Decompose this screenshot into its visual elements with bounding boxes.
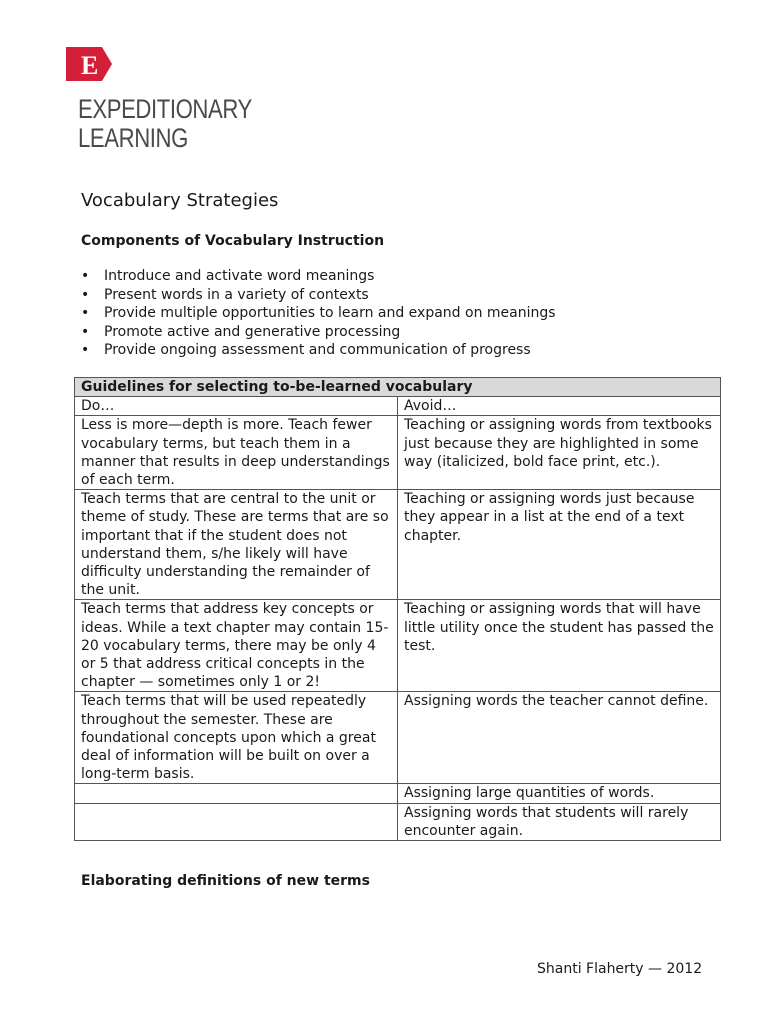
table-row <box>75 784 721 803</box>
avoid-cell: Assigning large quantities of words. <box>398 784 721 803</box>
do-cell: Less is more—depth is more. Teach fewer vocabulary terms, but teach them in a manner that results in deep understandings of each term. <box>75 416 398 490</box>
logo-line-1: EXPEDITIONARY <box>78 94 252 124</box>
table-row <box>75 416 721 490</box>
table-row <box>75 490 721 600</box>
table-header-row <box>75 378 721 397</box>
elaborating-heading: Elaborating definitions of new terms <box>81 873 370 889</box>
logo-mark-letter: E <box>81 51 99 80</box>
page-title: Vocabulary Strategies <box>81 190 279 211</box>
footer-credit: Shanti Flaherty — 2012 <box>537 961 703 977</box>
table-row <box>75 692 721 784</box>
list-item: • Introduce and activate word meanings <box>81 267 556 286</box>
list-item: • Provide ongoing assessment and communication of progress <box>81 341 556 360</box>
table-title: Guidelines for selecting to-be-learned vocabulary <box>75 378 721 397</box>
list-item: • Provide multiple opportunities to learn and expand on meanings <box>81 304 556 323</box>
do-cell <box>75 803 398 840</box>
do-cell <box>75 784 398 803</box>
table-row <box>75 600 721 692</box>
logo-line-2: LEARNING <box>78 123 188 153</box>
avoid-cell: Teaching or assigning words just because they appear in a list at the end of a text chapter. <box>398 490 721 600</box>
components-heading: Components of Vocabulary Instruction <box>81 233 385 249</box>
column-header-do: Do… <box>75 397 398 416</box>
avoid-cell: Teaching or assigning words that will have little utility once the student has passed the test. <box>398 600 721 692</box>
logo-e-mark-icon <box>66 47 112 81</box>
column-header-avoid: Avoid… <box>398 397 721 416</box>
do-cell: Teach terms that address key concepts or ideas. While a text chapter may contain 15-20 vocabulary terms, there may be only 4 or 5 that address critical concepts in the chapter — sometimes only 1 or 2! <box>75 600 398 692</box>
expeditionary-learning-logo <box>64 44 252 154</box>
list-item: • Present words in a variety of contexts <box>81 286 556 305</box>
table-column-header-row <box>75 397 721 416</box>
avoid-cell: Assigning words the teacher cannot define. <box>398 692 721 784</box>
avoid-cell: Assigning words that students will rarely encounter again. <box>398 803 721 840</box>
guidelines-table <box>74 377 721 841</box>
do-cell: Teach terms that will be used repeatedly throughout the semester. These are foundational concepts upon which a great deal of information will be built on over a long-term basis. <box>75 692 398 784</box>
list-item: • Promote active and generative processing <box>81 323 556 342</box>
avoid-cell: Teaching or assigning words from textbooks just because they are highlighted in some way (italicized, bold face print, etc.). <box>398 416 721 490</box>
table-row <box>75 803 721 840</box>
do-cell: Teach terms that are central to the unit or theme of study. These are terms that are so important that if the student does not understand them, s/he likely will have difficulty understanding the remainder of the unit. <box>75 490 398 600</box>
components-list <box>81 267 556 360</box>
